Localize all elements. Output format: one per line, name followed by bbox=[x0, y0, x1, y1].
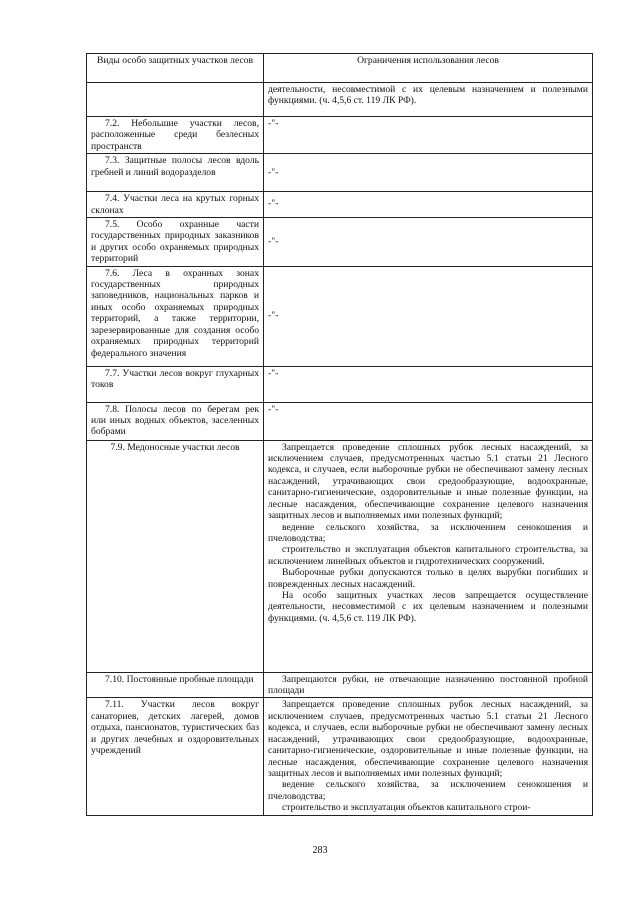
restriction-text: Запрещаются рубки, не отвечающие назначению постоянной пробной площади bbox=[268, 673, 588, 697]
table-row bbox=[87, 117, 593, 154]
row-left-cell: 7.5. Особо охранные части государственных природных заказников и других особо охраняемых природных территорий bbox=[87, 218, 264, 267]
restriction-text: ведение сельского хозяйства, за исключением сенокошения и пчеловодства; bbox=[268, 521, 588, 544]
restriction-text: ведение сельского хозяйства, за исключением сенокошения и пчеловодства; bbox=[268, 779, 588, 802]
restriction-text: деятельности, несовместимой с их целевым назначением и полезными функциями. (ч. 4,5,6 ст. 119 ЛК РФ). bbox=[268, 84, 588, 107]
table-row bbox=[87, 192, 593, 218]
header-col-restrictions: Ограничения использования лесов bbox=[264, 54, 593, 83]
row-left-cell: 7.7. Участки лесов вокруг глухарных токов bbox=[87, 366, 264, 402]
table-row bbox=[87, 154, 593, 192]
row-left-cell: 7.11. Участки лесов вокруг санаториев, детских лагерей, домов отдыха, пансионатов, туристических баз и других лечебных и оздоровительных учреждений bbox=[87, 698, 264, 815]
header-col-forest-types: Виды особо защитных участков лесов bbox=[87, 54, 264, 83]
restriction-text: Запрещается проведение сплошных рубок лесных насаждений, за исключением случаев, предусмотренных частью 5.1 статьи 21 Лесного кодекса, и случаев, если выборочные рубки не обеспечивают замену лесных насаждений, утрачивающих свои средообразующие, водоохранные, санитарно-гигиенические, оздоровительные и иные полезные функции, на лесные насаждения, обеспечивающие сохранение целевого назначения защитных лесов и выполняемых ими полезных функций; bbox=[268, 699, 588, 779]
table-header-row bbox=[87, 54, 593, 83]
row-left-cell bbox=[87, 83, 264, 117]
table-row bbox=[87, 440, 593, 672]
restriction-text: На особо защитных участках лесов запрещается осуществление деятельности, несовместимой с их целевым назначением и полезными функциями. (ч. 4,5,6 ст. 119 ЛК РФ). bbox=[268, 589, 588, 624]
ditto-mark: -"- bbox=[264, 117, 593, 154]
row-left-cell: 7.2. Небольшие участки лесов, расположенные среди безлесных пространств bbox=[87, 117, 264, 154]
ditto-mark: -"- bbox=[264, 192, 593, 218]
row-right-cell bbox=[264, 83, 593, 117]
table-row bbox=[87, 83, 593, 117]
table-row bbox=[87, 672, 593, 698]
restriction-text: Выборочные рубки допускаются только в целях вырубки погибших и поврежденных лесных насаждений. bbox=[268, 567, 588, 590]
row-left-cell: 7.6. Леса в охранных зонах государственных природных заповедников, национальных парков и иных особо охраняемых природных территорий, а также территории, зарезервированные для создания особо охраняемых природных территорий федерального значения bbox=[87, 266, 264, 366]
table-row bbox=[87, 402, 593, 440]
table-row bbox=[87, 218, 593, 267]
row-left-cell: 7.9. Медоносные участки лесов bbox=[87, 440, 264, 672]
ditto-mark: -"- bbox=[264, 402, 593, 440]
row-left-cell: 7.10. Постоянные пробные площади bbox=[87, 672, 264, 698]
table-row bbox=[87, 366, 593, 402]
row-right-cell bbox=[264, 440, 593, 672]
row-right-cell bbox=[264, 698, 593, 815]
ditto-mark: -"- bbox=[264, 218, 593, 267]
ditto-mark: -"- bbox=[264, 154, 593, 192]
table-row bbox=[87, 698, 593, 815]
row-right-cell bbox=[264, 672, 593, 698]
restriction-text: Запрещается проведение сплошных рубок лесных насаждений, за исключением случаев, предусмотренных частью 5.1 статьи 21 Лесного кодекса, и случаев, если выборочные рубки не обеспечивают замену лесных насаждений, утрачивающих свои средообразующие, водоохранные, санитарно-гигиенические, оздоровительные и иные полезные функции, на лесные насаждения, обеспечивающие сохранение целевого назначения защитных лесов и выполняемых ими полезных функций; bbox=[268, 441, 588, 522]
row-left-cell: 7.8. Полосы лесов по берегам рек или иных водных объектов, заселенных бобрами bbox=[87, 402, 264, 440]
ditto-mark: -"- bbox=[264, 266, 593, 366]
page-number: 283 bbox=[312, 845, 328, 856]
ditto-mark: -"- bbox=[264, 366, 593, 402]
row-left-cell: 7.3. Защитные полосы лесов вдоль гребней и линий водоразделов bbox=[87, 154, 264, 192]
restrictions-table bbox=[86, 53, 593, 816]
row-left-cell: 7.4. Участки леса на крутых горных склонах bbox=[87, 192, 264, 218]
table-row bbox=[87, 266, 593, 366]
restriction-text: строительство и эксплуатация объектов капитального строи- bbox=[282, 802, 531, 814]
restriction-text: строительство и эксплуатация объектов капитального строительства, за исключением линейных объектов и гидротехнических сооружений. bbox=[268, 544, 588, 567]
